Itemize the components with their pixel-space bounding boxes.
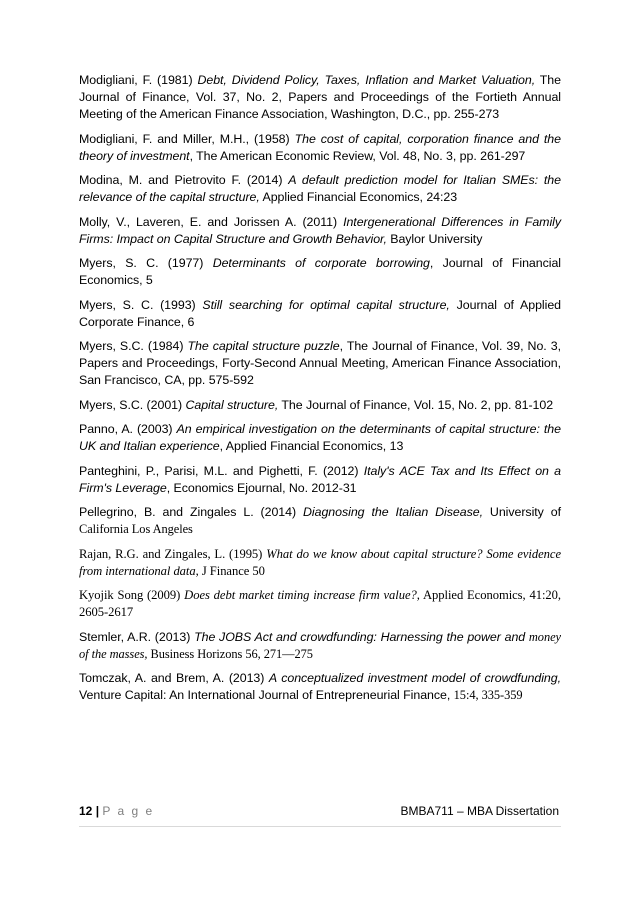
reference-source-continued: California Los Angeles (79, 522, 193, 536)
reference-authors: Panteghini, P., Parisi, M.L. and Pighetti, F. (2012) (79, 463, 364, 478)
reference-authors: Pellegrino, B. and Zingales L. (2014) (79, 505, 304, 519)
reference-item (79, 504, 561, 538)
footer-divider (79, 826, 561, 827)
reference-item (79, 214, 561, 248)
reference-source: , Journal of Financial Economics, 5 (79, 256, 561, 287)
reference-authors: Myers, S.C. (2001) (79, 397, 186, 412)
reference-title: The JOBS Act and crowdfunding: Harnessing the power and (194, 629, 529, 644)
page-word: P a g e (102, 804, 155, 818)
reference-item (79, 297, 561, 331)
reference-item (79, 421, 561, 455)
reference-title: The cost of capital, corporation finance and the theory of investment (79, 131, 561, 163)
reference-title: Intergenerational Differences in Family Firms: Impact on Capital Structure and Growth Behavior, (79, 214, 561, 246)
reference-item (79, 255, 561, 289)
reference-authors: Molly, V., Laveren, E. and Jorissen A. (2011) (79, 214, 344, 229)
reference-authors: Kyojik Song (2009) (79, 588, 185, 602)
reference-title: The capital structure puzzle (187, 339, 340, 353)
reference-source-continued: 15:4, 335-359 (453, 688, 523, 702)
reference-source: Business Horizons 56, 271—275 (147, 646, 313, 661)
reference-source: Applied Financial Economics, 24:23 (259, 190, 458, 204)
reference-item (79, 72, 561, 123)
reference-source: Applied Economics, 41:20, 2605-2617 (79, 588, 561, 619)
reference-title: Determinants of corporate borrowing (212, 256, 430, 270)
reference-title: Does debt market timing increase firm value?, (184, 588, 420, 602)
reference-item (79, 338, 561, 389)
reference-item (79, 670, 561, 704)
reference-title: Diagnosing the Italian Disease, (303, 505, 483, 519)
page-footer (79, 804, 561, 826)
page-number-label (79, 804, 154, 818)
reference-title: An empirical investigation on the determinants of capital structure: the UK and Italian experience (79, 422, 561, 453)
reference-title: What do we know about capital structure? Some evidence from international data (79, 546, 561, 578)
reference-authors: Modigliani, F. and Miller, M.H., (1958) (79, 131, 295, 146)
reference-source: The Journal of Finance, Vol. 15, No. 2, pp. 81-102 (278, 397, 554, 412)
reference-item (79, 172, 561, 206)
reference-title-continued: money of the masses, (79, 629, 561, 661)
reference-authors: Panno, A. (2003) (79, 422, 177, 436)
reference-authors: Modina, M. and Pietrovito F. (2014) (79, 173, 289, 187)
reference-item (79, 397, 561, 414)
reference-authors: Myers, S.C. (1984) (79, 339, 188, 353)
reference-source: Baylor University (386, 231, 483, 246)
page-number: 12 (79, 804, 93, 818)
reference-item (79, 629, 561, 663)
reference-title: Capital structure, (185, 397, 279, 412)
reference-title: Italy's ACE Tax and Its Effect on a Firm's Leverage (79, 463, 561, 495)
reference-authors: Myers, S. C. (1993) (79, 297, 203, 312)
reference-source: The Journal of Finance, Vol. 37, No. 2, Papers and Proceedings of the Fortieth Annual Meeting of the American Finance Association, Washington, D.C., pp. 255-273 (79, 73, 561, 121)
reference-title: A conceptualized investment model of crowdfunding, (268, 671, 562, 685)
reference-source: , Applied Financial Economics, 13 (219, 439, 404, 453)
reference-title: Debt, Dividend Policy, Taxes, Inflation and Market Valuation, (197, 73, 536, 87)
reference-source: Venture Capital: An International Journal of Entrepreneurial Finance, (79, 688, 454, 702)
reference-authors: Tomczak, A. and Brem, A. (2013) (79, 671, 269, 685)
reference-source: , The American Economic Review, Vol. 48, No. 3, pp. 261-297 (189, 148, 526, 163)
footer-separator: | (92, 804, 103, 818)
reference-source: , Economics Ejournal, No. 2012-31 (166, 480, 357, 495)
reference-list (79, 72, 561, 712)
reference-item (79, 131, 561, 165)
reference-item (79, 463, 561, 497)
reference-title: Still searching for optimal capital structure, (202, 297, 450, 312)
reference-source: , The Journal of Finance, Vol. 39, No. 3, Papers and Proceedings, Forty-Second Annual Meeting, American Finance Association, San Francisco, CA, pp. 575-592 (79, 339, 561, 387)
reference-source: , J Finance 50 (195, 563, 265, 578)
reference-item (79, 587, 561, 621)
course-label: BMBA711 – MBA Dissertation (400, 804, 559, 818)
reference-authors: Stemler, A.R. (2013) (79, 629, 195, 644)
reference-authors: Rajan, R.G. and Zingales, L. (1995) (79, 546, 267, 561)
reference-authors: Myers, S. C. (1977) (79, 256, 213, 270)
reference-item (79, 546, 561, 580)
reference-source: University of (482, 505, 561, 519)
reference-title: A default prediction model for Italian SMEs: the relevance of the capital structure, (79, 173, 561, 204)
reference-source: Journal of Applied Corporate Finance, 6 (79, 297, 562, 329)
reference-authors: Modigliani, F. (1981) (79, 73, 198, 87)
